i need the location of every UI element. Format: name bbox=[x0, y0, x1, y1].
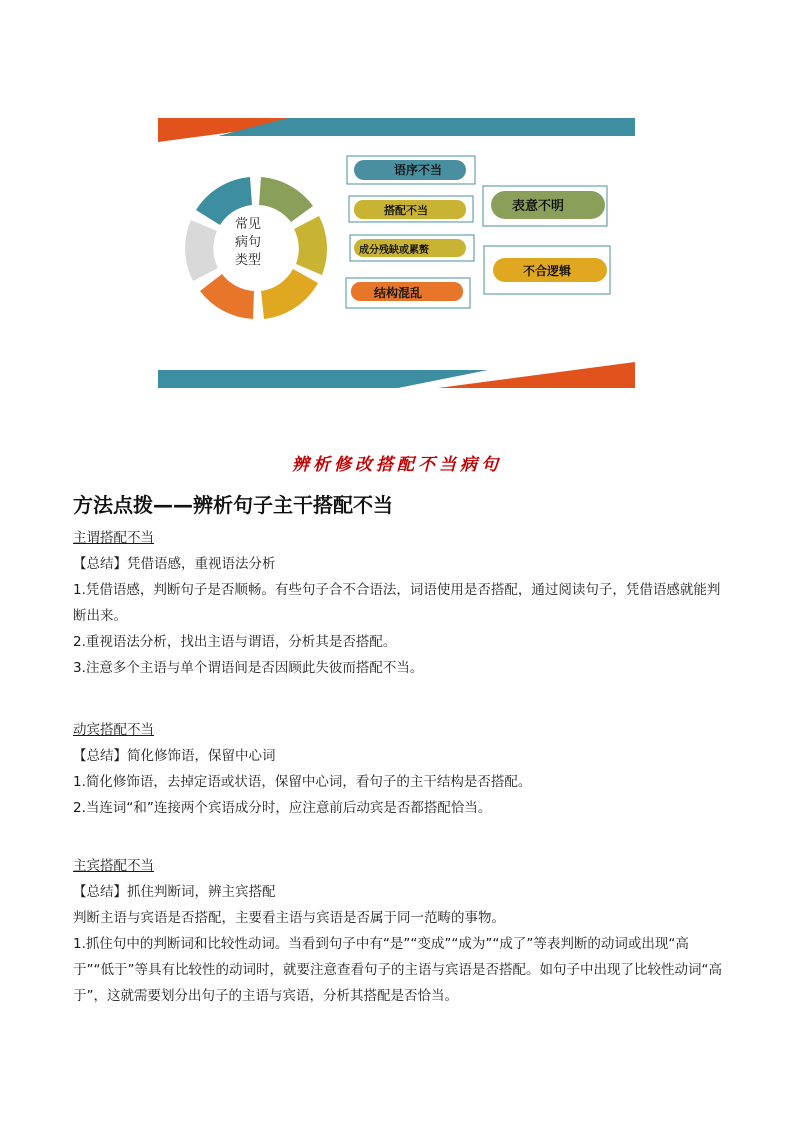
list-item: 3.注意多个主语与单个谓语间是否因顾此失彼而搭配不当。 bbox=[73, 660, 424, 676]
list-item: 判断主语与宾语是否搭配，主要看主语与宾语是否属于同一范畴的事物。 bbox=[73, 910, 505, 926]
section-summary: 【总结】凭借语感，重视语法分析 bbox=[73, 556, 276, 572]
list-item: 1.凭借语感，判断句子是否顺畅。有些句子合不合语法，词语使用是否搭配，通过阅读句子，凭借语感就能判断出来。 bbox=[73, 582, 721, 624]
pill-label-3: 成分残缺或累赘 bbox=[359, 245, 429, 256]
pill-label-4: 结构混乱 bbox=[374, 286, 423, 300]
section-title: 主宾搭配不当 bbox=[73, 858, 154, 874]
center-label-line-2: 病句 bbox=[234, 235, 262, 250]
pill-label-6: 不合逻辑 bbox=[523, 264, 572, 278]
section-summary: 【总结】简化修饰语，保留中心词 bbox=[73, 748, 276, 764]
pill-label-2: 搭配不当 bbox=[384, 204, 428, 217]
section-title: 动宾搭配不当 bbox=[73, 722, 154, 738]
section-verb-object bbox=[73, 717, 723, 821]
list-item: 1.简化修饰语，去掉定语或状语，保留中心词，看句子的主干结构是否搭配。 bbox=[73, 774, 532, 790]
section-summary: 【总结】抓住判断词，辨主宾搭配 bbox=[73, 884, 276, 900]
center-label-line-1: 常见 bbox=[234, 217, 262, 232]
list-item: 2.当连词“和”连接两个宾语成分时，应注意前后动宾是否都搭配恰当。 bbox=[73, 800, 492, 816]
section-subject-object bbox=[73, 853, 723, 1009]
pill-label-1: 语序不当 bbox=[394, 163, 443, 177]
top-banner-teal bbox=[218, 118, 635, 136]
slide-diagram bbox=[158, 118, 635, 388]
section-subject-predicate bbox=[73, 525, 723, 681]
section-title: 主谓搭配不当 bbox=[73, 530, 154, 546]
list-item: 1.抓住句中的判断词和比较性动词。当看到句子中有“是”“变成”“成为”“成了”等表判断的动词或出现“高于”“低于”等具有比较性的动词时，就要注意查看句子的主语与宾语是否搭配。如句子中出现了比较性动词“高于”，这就需要划分出句子的主语与宾语，分析其搭配是否恰当。 bbox=[73, 936, 722, 1004]
pill-label-5: 表意不明 bbox=[512, 199, 565, 214]
subtitle: 辨析修改搭配不当病句 bbox=[292, 455, 502, 475]
center-label-line-3: 类型 bbox=[234, 253, 262, 268]
page-title: 方法点拨——辨析句子主干搭配不当 bbox=[73, 493, 393, 517]
list-item: 2.重视语法分析，找出主语与谓语，分析其是否搭配。 bbox=[73, 634, 397, 650]
